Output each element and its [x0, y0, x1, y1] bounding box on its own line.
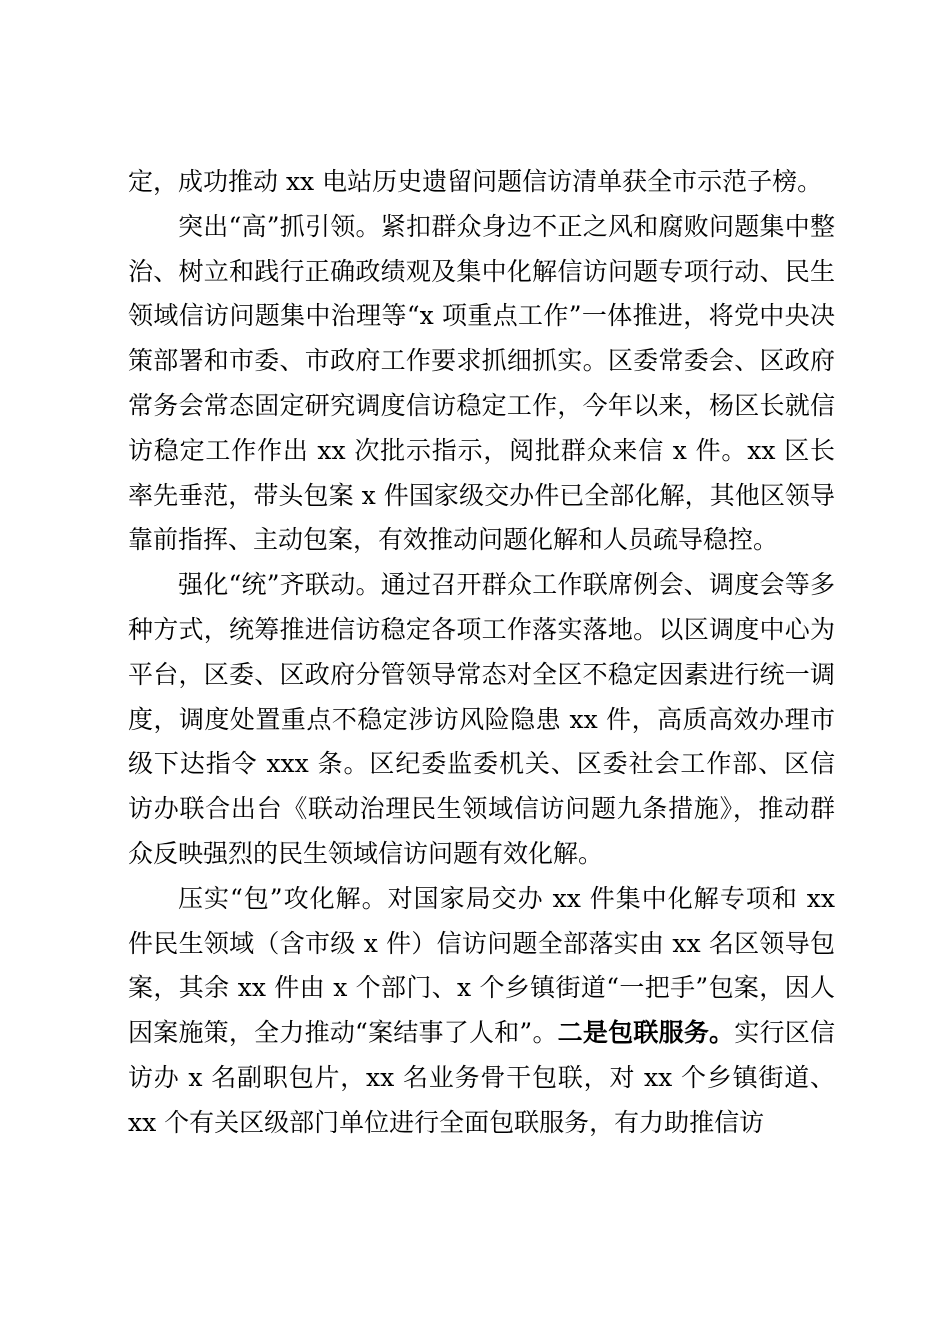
paragraph-case-resolution [128, 877, 835, 1146]
paragraph-text: 突出“高”抓引领。紧扣群众身边不正之风和腐败问题集中整治、树立和践行正确政绩观及集中化解信访问题专项行动、民生领域信访问题集中治理等“x 项重点工作”一体推进，将党中央决策部署和市委、市政府工作要求抓细抓实。区委常委会、区政府常务会常态固定研究调度信访稳定工作，今年以来，杨区长就信访稳定工作作出 xx 次批示指示，阅批群众来信 x 件。xx 区长率先垂范，带头包案 x 件国家级交办件已全部化解，其他区领导靠前指挥、主动包案，有效推动问题化解和人员疏导稳控。 [128, 211, 835, 555]
paragraph-text: 实行区信访办 x 名副职包片，xx 名业务骨干包联，对 xx 个乡镇街道、xx 个有关区级部门单位进行全面包联服务，有力助推信访 [128, 1018, 835, 1137]
paragraph-highlight-leadership [128, 205, 835, 563]
document-page [128, 160, 835, 1146]
paragraph-text: 强化“统”齐联动。通过召开群众工作联席例会、调度会等多种方式，统筹推进信访稳定各项工作落实落地。以区调度中心为平台，区委、区政府分管领导常态对全区不稳定因素进行统一调度，调度处置重点不稳定涉访风险隐患 xx 件，高质高效办理市级下达指令 xxx 条。区纪委监委机关、区委社会工作部、区信访办联合出台《联动治理民生领域信访问题九条措施》，推动群众反映强烈的民生领域信访问题有效化解。 [128, 570, 835, 868]
bold-heading-service: 二是包联服务。 [557, 1018, 735, 1048]
paragraph-text: 压实“包”攻化解。对国家局交办 xx 件集中化解专项和 xx 件民生领域（含市级 x 件）信访问题全部落实由 xx 名区领导包案，其余 xx 件由 x 个部门、x 个乡镇街道“一把手”包案，因人因案施策，全力推动“案结事了人和”。 [128, 883, 835, 1048]
paragraph-text: 定，成功推动 xx 电站历史遗留问题信访清单获全市示范子榜。 [128, 167, 823, 196]
paragraph-continuation [128, 160, 835, 205]
paragraph-coordination [128, 563, 835, 877]
